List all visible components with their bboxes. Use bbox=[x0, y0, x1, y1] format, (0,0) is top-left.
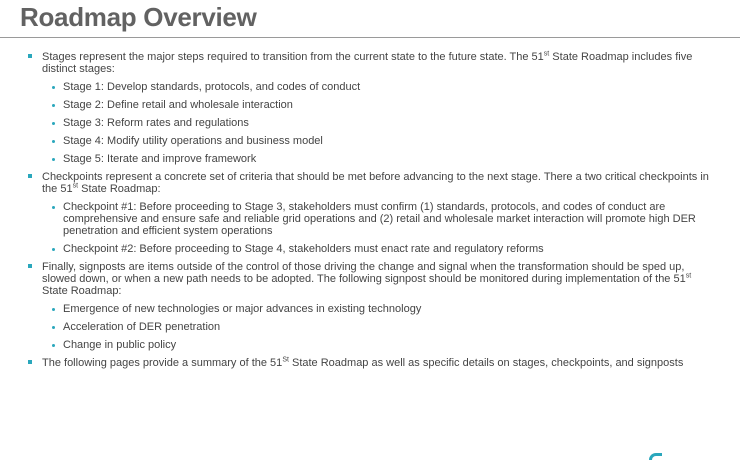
dot-bullet-icon bbox=[52, 158, 55, 161]
sub-bullet-signpost-1 bbox=[28, 303, 718, 315]
dot-bullet-icon bbox=[52, 206, 55, 209]
brand-logo-icon bbox=[649, 453, 662, 460]
dot-bullet-icon bbox=[52, 140, 55, 143]
square-bullet-icon bbox=[28, 174, 32, 178]
square-bullet-icon bbox=[28, 54, 32, 58]
sub-bullet-text: Stage 2: Define retail and wholesale interaction bbox=[63, 99, 293, 111]
sub-bullet-text: Stage 5: Iterate and improve framework bbox=[63, 153, 257, 165]
sub-bullet-text: Checkpoint #1: Before proceeding to Stage 3, stakeholders must confirm (1) standards, protocols, and codes of conduct are comprehensive and ensure safe and reliable grid operations and (2) retail and wholesale market interaction will promote high DER penetration and efficient system operations bbox=[63, 201, 696, 237]
slide-title: Roadmap Overview bbox=[20, 2, 257, 32]
dot-bullet-icon bbox=[52, 104, 55, 107]
dot-bullet-icon bbox=[52, 248, 55, 251]
sub-bullet-text: Checkpoint #2: Before proceeding to Stage 4, stakeholders must enact rate and regulatory reforms bbox=[63, 243, 544, 255]
bullet-signposts bbox=[28, 261, 718, 297]
bullet-text: Checkpoints represent a concrete set of criteria that should be met before advancing to the next stage. There a two critical checkpoints in the 51st State Roadmap: bbox=[42, 171, 709, 195]
dot-bullet-icon bbox=[52, 86, 55, 89]
dot-bullet-icon bbox=[52, 326, 55, 329]
bullet-summary bbox=[28, 357, 718, 369]
sub-bullet-signpost-3 bbox=[28, 339, 718, 351]
sub-bullet-text: Stage 3: Reform rates and regulations bbox=[63, 117, 249, 129]
sub-bullet-stage-5 bbox=[28, 153, 718, 165]
square-bullet-icon bbox=[28, 360, 32, 364]
sub-bullet-text: Emergence of new technologies or major advances in existing technology bbox=[63, 303, 422, 315]
sub-bullet-stage-1 bbox=[28, 81, 718, 93]
dot-bullet-icon bbox=[52, 344, 55, 347]
sub-bullet-text: Stage 1: Develop standards, protocols, and codes of conduct bbox=[63, 81, 361, 93]
sub-bullet-checkpoint-2 bbox=[28, 243, 718, 255]
sub-bullet-checkpoint-1 bbox=[28, 201, 718, 237]
bullet-text: Finally, signposts are items outside of the control of those driving the change and signal when the transformation should be sped up, slowed down, or when a new path needs to be adopted. The following signpost should be monitored during implementation of the 51st State Roadmap: bbox=[42, 261, 692, 297]
sub-bullet-stage-2 bbox=[28, 99, 718, 111]
title-divider bbox=[0, 37, 740, 38]
sub-bullet-text: Acceleration of DER penetration bbox=[63, 321, 221, 333]
sub-bullet-signpost-2 bbox=[28, 321, 718, 333]
dot-bullet-icon bbox=[52, 122, 55, 125]
bullet-text: Stages represent the major steps required to transition from the current state to the future state. The 51st State Roadmap includes five distinct stages: bbox=[42, 50, 693, 75]
bullet-text: The following pages provide a summary of the 51St State Roadmap as well as specific details on stages, checkpoints, and signposts bbox=[42, 356, 684, 369]
bullet-list bbox=[28, 51, 718, 369]
square-bullet-icon bbox=[28, 264, 32, 268]
dot-bullet-icon bbox=[52, 308, 55, 311]
bullet-checkpoints bbox=[28, 171, 718, 195]
sub-bullet-text: Change in public policy bbox=[63, 339, 177, 351]
sub-bullet-stage-4 bbox=[28, 135, 718, 147]
sub-bullet-text: Stage 4: Modify utility operations and business model bbox=[63, 135, 323, 147]
sub-bullet-stage-3 bbox=[28, 117, 718, 129]
bullet-stages bbox=[28, 51, 718, 75]
